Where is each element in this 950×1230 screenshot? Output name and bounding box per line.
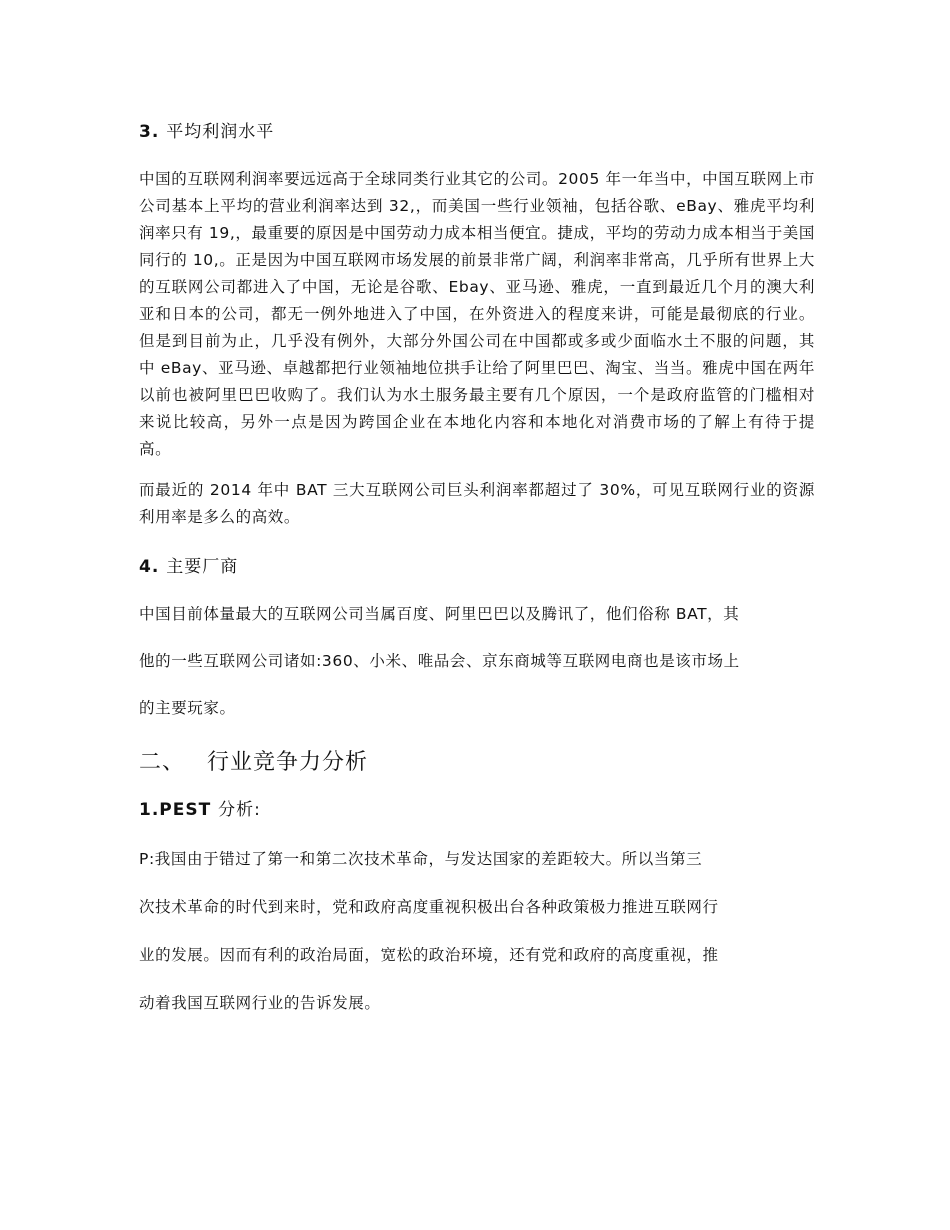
chapter-heading-competitiveness — [139, 746, 815, 780]
section-title: 主要厂商 — [166, 557, 239, 577]
pest-line-4: 动着我国互联网行业的告诉发展。 — [139, 994, 381, 1012]
section-heading-profit — [139, 118, 815, 146]
chapter-number: 二、 — [139, 750, 186, 775]
paragraph-profit-analysis: 中国的互联网利润率要远远高于全球同类行业其它的公司。2005 年一年当中，中国互联网上市公司基本上平均的营业利润率达到 32,，而美国一些行业领袖，包括谷歌、eBay、雅虎平均利润率只有 19,，最重要的原因是中国劳动力成本相当便宜。捷成，平均的劳动力成本相当于美国同行的 10,。正是因为中国互联网市场发展的前景非常广阔，利润率非常高，几乎所有世界上大的互联网公司都进入了中国，无论是谷歌、Ebay、亚马逊、雅虎，一直到最近几个月的澳大利亚和日本的公司，都无一例外地进入了中国，在外资进入的程度来讲，可能是最彻底的行业。但是到目前为止，几乎没有例外，大部分外国公司在中国都或多或少面临水土不服的问题，其中 eBay、亚马逊、卓越都把行业领袖地位拱手让给了阿里巴巴、淘宝、当当。雅虎中国在两年以前也被阿里巴巴收购了。我们认为水土服务最主要有几个原因，一个是政府监管的门槛相对来说比较高，另外一点是因为跨国企业在本地化内容和本地化对消费市场的了解上有待于提高。 — [139, 170, 815, 458]
section-title: 平均利润水平 — [166, 122, 275, 142]
vendors-line-2: 他的一些互联网公司诸如:360、小米、唯品会、京东商城等互联网电商也是该市场上 — [139, 652, 740, 670]
document-body — [139, 118, 815, 1038]
section-title: 分析: — [218, 800, 261, 820]
section-heading-pest — [139, 796, 815, 824]
pest-line-1: P:我国由于错过了第一和第二次技术革命，与发达国家的差距较大。所以当第三 — [139, 850, 703, 868]
section-heading-vendors — [139, 553, 815, 581]
vendors-line-3: 的主要玩家。 — [139, 699, 236, 717]
vendors-line-1: 中国目前体量最大的互联网公司当属百度、阿里巴巴以及腾讯了，他们俗称 BAT，其 — [139, 605, 740, 623]
section-number: 4. — [139, 557, 160, 577]
pest-line-3: 业的发展。因而有利的政治局面，宽松的政治环境，还有党和政府的高度重视，推 — [139, 946, 719, 964]
pest-line-2: 次技术革命的时代到来时，党和政府高度重视积极出台各种政策极力推进互联网行 — [139, 898, 719, 916]
section-number: 1.PEST — [139, 800, 212, 820]
section-number: 3. — [139, 122, 160, 142]
paragraph-bat-profit: 而最近的 2014 年中 BAT 三大互联网公司巨头利润率都超过了 30%，可见互联网行业的资源利用率是多么的高效。 — [139, 481, 815, 526]
chapter-title: 行业竞争力分析 — [207, 750, 369, 775]
